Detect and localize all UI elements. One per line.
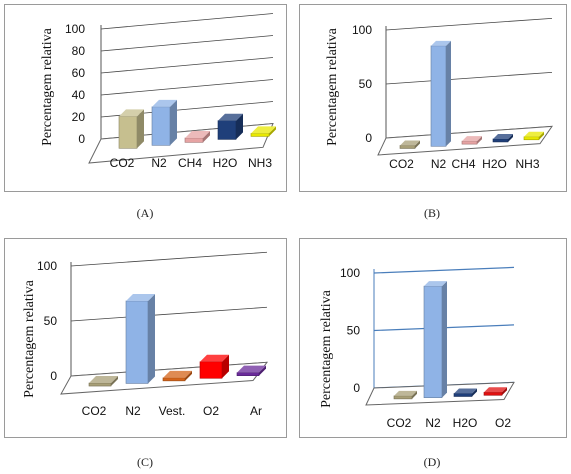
x-category-label: CO2: [109, 156, 135, 170]
bar-front: [126, 301, 148, 384]
bar-front: [524, 137, 539, 140]
y-tick-label: 100: [351, 23, 372, 37]
gridline: [386, 72, 552, 84]
bar-front: [251, 133, 269, 136]
chart-panel-a: [4, 4, 287, 192]
bar-front: [431, 46, 446, 146]
bar-front: [493, 139, 508, 142]
y-tick-label: 100: [64, 22, 85, 36]
y-tick-label: 50: [346, 323, 360, 338]
gridline: [101, 80, 273, 95]
x-category-label: Ar: [250, 404, 262, 418]
x-category-label: O2: [494, 416, 512, 430]
chart-panel-d: [299, 238, 567, 438]
bar-side: [446, 41, 451, 146]
y-tick-label: 50: [43, 314, 57, 328]
bar-front: [454, 393, 472, 396]
bar-front: [237, 373, 259, 376]
x-category-label: N2: [151, 156, 167, 170]
x-category-label: H2O: [482, 157, 507, 171]
y-axis-label: Percentagem relativa: [40, 28, 55, 146]
bar-side: [170, 100, 177, 146]
y-tick-label: 100: [339, 266, 360, 280]
x-category-label: NH3: [247, 156, 273, 170]
bar-front: [484, 392, 502, 395]
y-tick-label: 100: [36, 259, 57, 273]
gridline: [101, 14, 273, 29]
y-tick-label: 0: [365, 131, 372, 145]
caption-a: (A): [136, 206, 154, 220]
gridline: [386, 18, 552, 30]
chart-panel-c: [4, 238, 287, 438]
y-tick-label: 80: [71, 44, 85, 58]
gridline: [374, 267, 514, 273]
x-category-label: CH4: [177, 156, 203, 170]
gridline: [101, 36, 273, 51]
x-category-label: O2: [202, 404, 220, 418]
x-category-label: CO2: [386, 416, 412, 430]
chart-b-svg: [300, 5, 568, 193]
y-tick-label: 0: [78, 132, 85, 146]
chart-d-svg: [300, 239, 568, 439]
bar-front: [424, 286, 442, 398]
x-category-label: CH4: [451, 157, 476, 171]
caption-b: (B): [424, 206, 440, 220]
y-tick-label: 40: [71, 88, 85, 102]
gridline: [101, 58, 273, 73]
bar-front: [394, 396, 412, 399]
y-tick-label: 0: [353, 381, 360, 395]
bar-side: [148, 294, 155, 384]
chart-a-svg: [5, 5, 288, 193]
bar-front: [163, 378, 185, 381]
bar-front: [462, 141, 477, 144]
chart-panel-b: [299, 4, 567, 192]
x-category-label: CO2: [389, 157, 414, 171]
bar-side: [442, 281, 447, 398]
y-tick-label: 0: [50, 369, 57, 383]
y-tick-label: 50: [358, 77, 372, 91]
y-tick-label: 60: [71, 66, 85, 80]
bar-front: [218, 121, 236, 140]
x-category-label: CO2: [81, 404, 107, 418]
bar-front: [185, 138, 203, 142]
bar-front: [152, 107, 170, 146]
x-category-label: H2O: [212, 156, 238, 170]
x-category-label: Vest.: [158, 404, 186, 418]
x-category-label: N2: [430, 157, 447, 171]
y-axis-label: Percentagem relativa: [325, 28, 340, 146]
chart-c-svg: [5, 239, 288, 439]
caption-d: (D): [423, 455, 441, 469]
caption-c: (C): [137, 455, 153, 469]
bar-front: [119, 116, 137, 148]
bar-front: [89, 383, 111, 386]
bar-front: [400, 145, 415, 148]
x-category-label: NH3: [515, 157, 540, 171]
x-category-label: H2O: [452, 416, 478, 430]
bar-front: [200, 362, 222, 379]
y-axis-label: Percentagem relativa: [22, 280, 37, 398]
gridline: [71, 252, 267, 266]
gridline: [71, 307, 267, 321]
y-axis-label: Percentagem relativa: [319, 290, 334, 408]
y-tick-label: 20: [71, 110, 85, 124]
x-category-label: N2: [425, 416, 441, 430]
x-category-label: N2: [125, 404, 141, 418]
